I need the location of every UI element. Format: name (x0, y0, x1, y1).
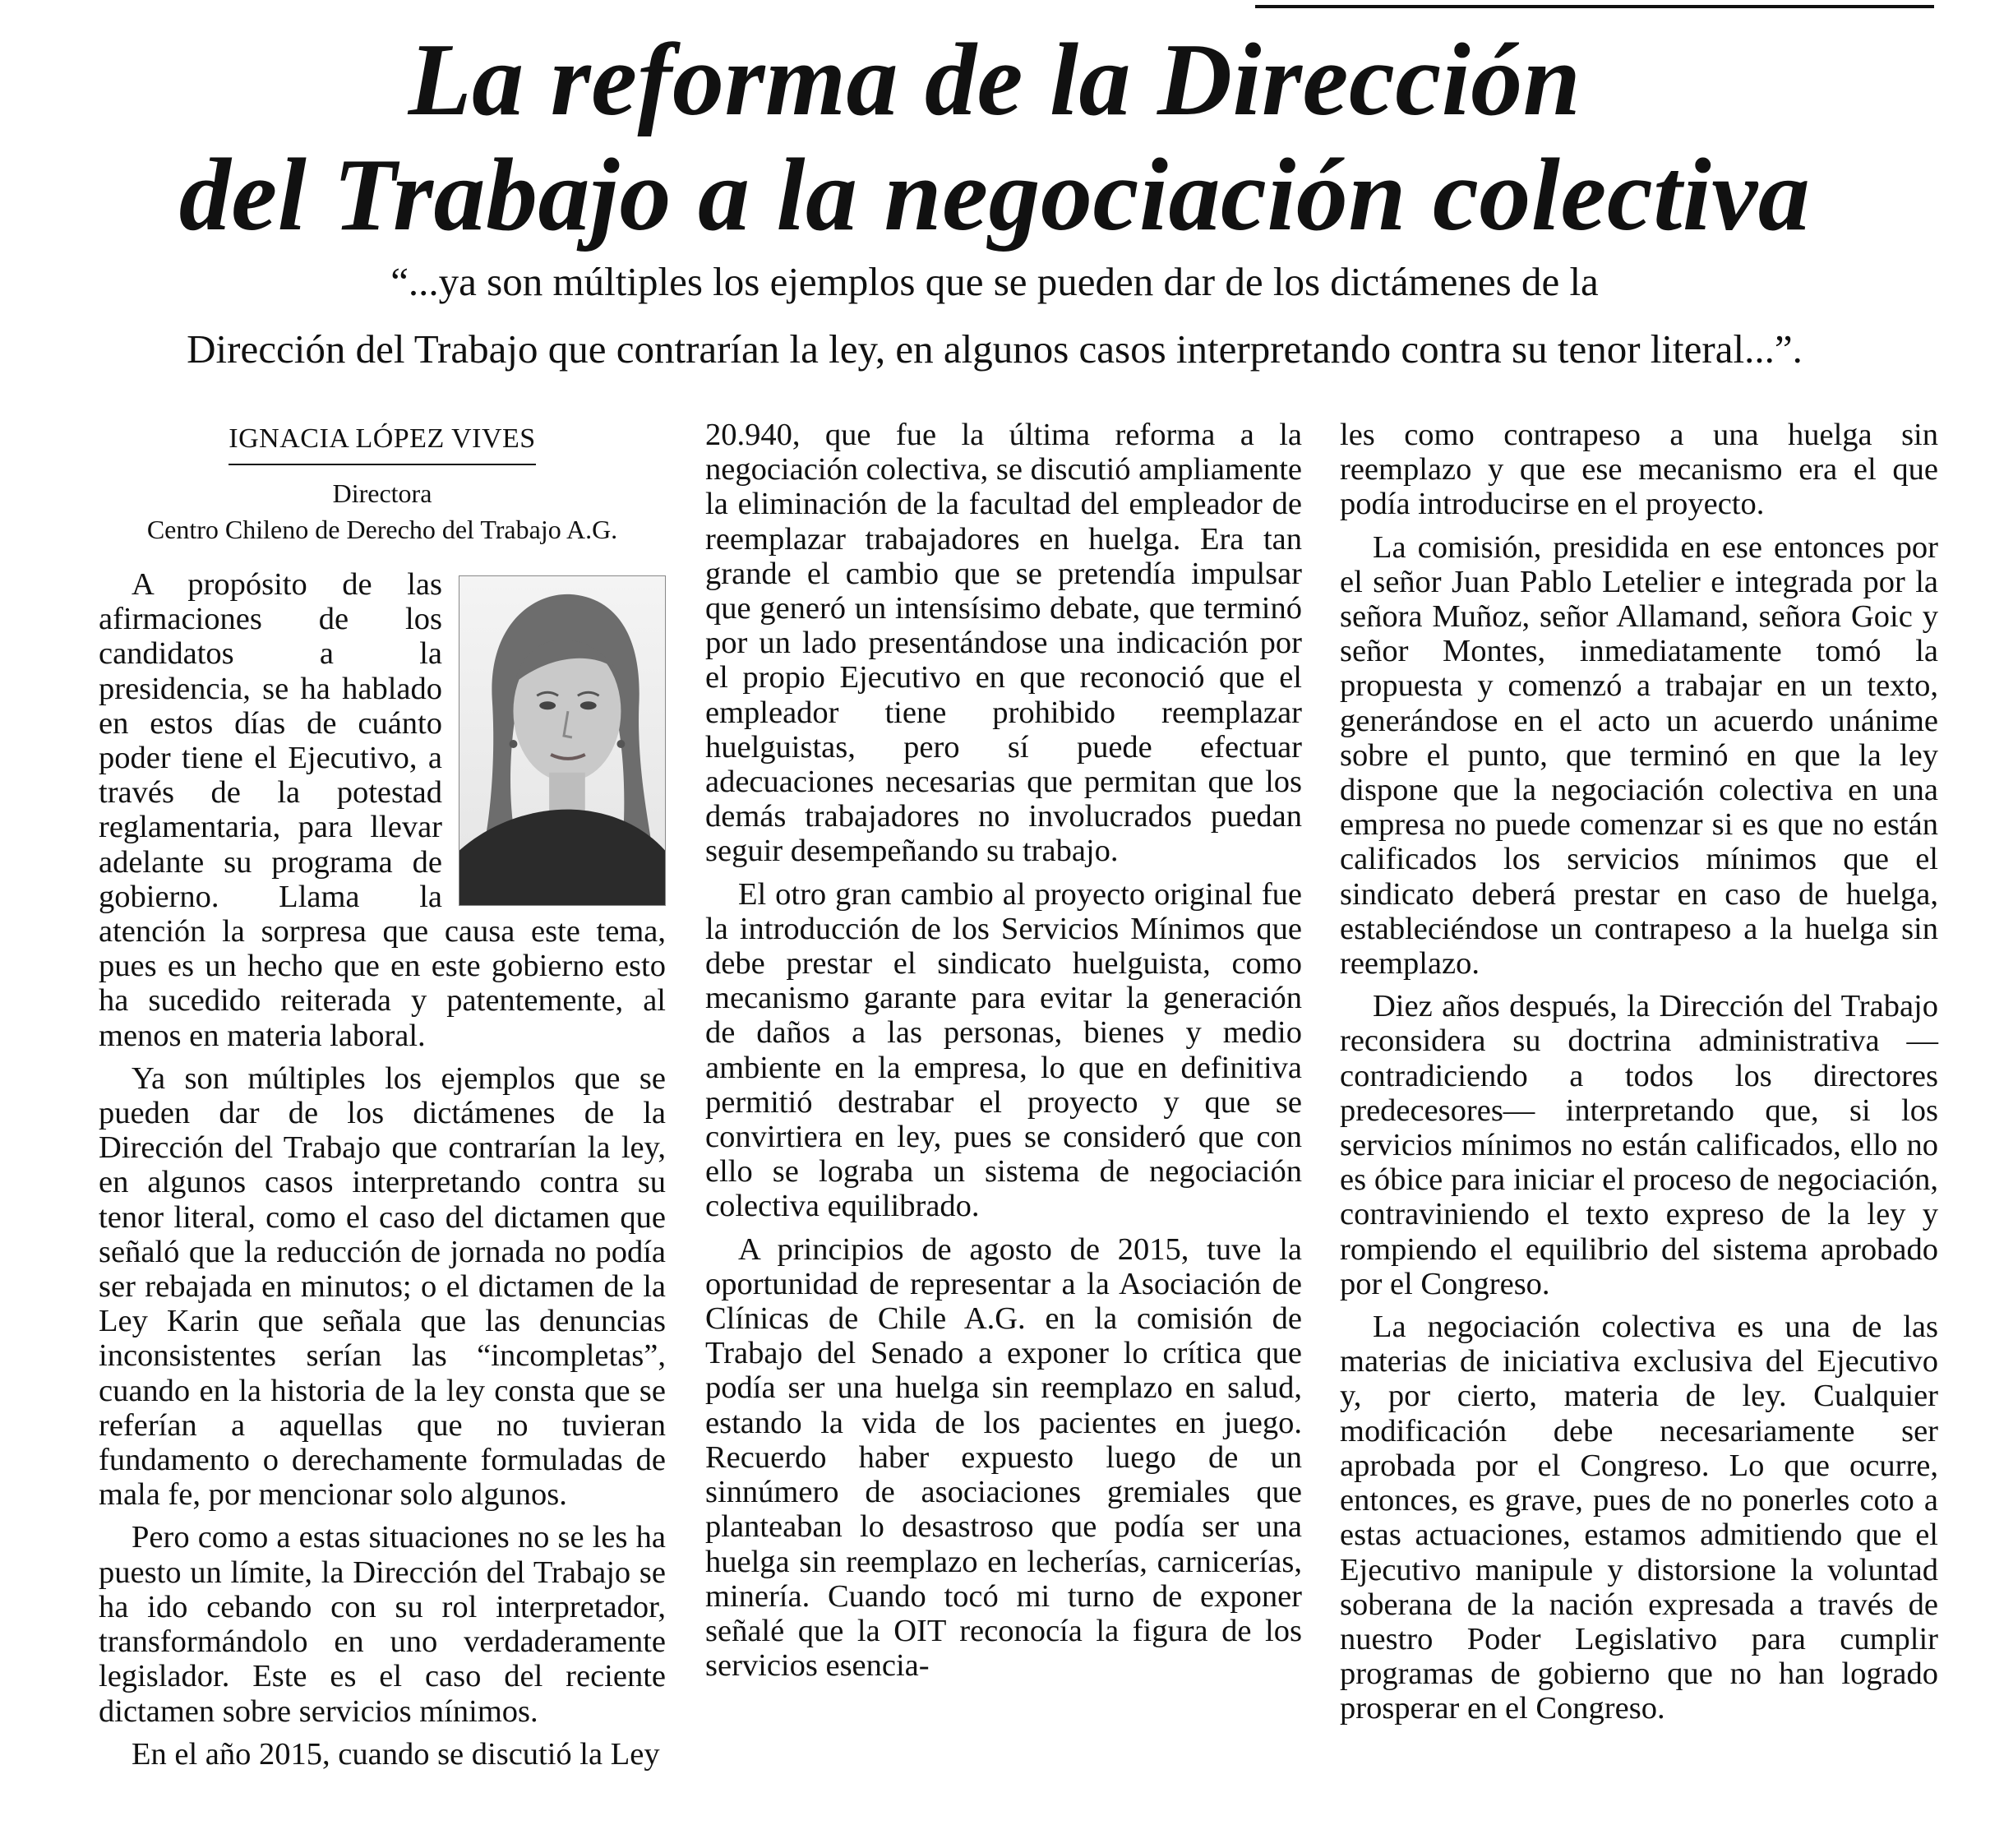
column-1-paragraph-1 (99, 567, 666, 1053)
column-1-paragraph-1-text: A propósito de las afirmaciones de los candidatos a la presidencia, se ha hablado en estos días de cuánto poder tiene el Ejecutivo, a través de la potestad reglamentaria, para llevar adelante su programa de gobierno. Llama la atención la sorpresa que causa este tema, pues es un hecho que en este gobierno esto ha sucedido reiterada y patentemente, al menos en materia laboral. (99, 567, 666, 1053)
author-role: Directora (332, 478, 432, 508)
author-portrait-icon (459, 575, 666, 906)
headline (66, 23, 1923, 253)
column-3-paragraph-3: Diez años después, la Dirección del Trabajo reconsidera su doctrina administrativa —contradiciendo a todos los directores predecesores— interpretando que, si los servicios mínimos no están calificados, ello no es óbice para iniciar el proceso de negociación, contraviniendo el texto expreso de la ley y rompiendo el equilibrio del sistema aprobado por el Congreso. (1340, 989, 1938, 1301)
author-organization: Centro Chileno de Derecho del Trabajo A.G. (146, 515, 618, 544)
article-column-2 (705, 418, 1302, 1815)
headline-line-2: del Trabajo a la negociación colectiva (178, 138, 1811, 252)
byline (99, 419, 666, 547)
column-3-paragraph-1: les como contrapeso a una huelga sin reemplazo y que ese mecanismo era el que podía introducirse en el proyecto. (1340, 418, 1938, 522)
deck-line-1: “...ya son múltiples los ejemplos que se pueden dar de los dictámenes de la (390, 259, 1599, 304)
deck-line-2: Dirección del Trabajo que contrarían la ley, en algunos casos interpretando contra su tenor literal...”. (187, 326, 1803, 372)
pull-quote-deck (49, 248, 1940, 383)
column-2-paragraph-3: A principios de agosto de 2015, tuve la oportunidad de representar a la Asociación de Clínicas de Chile A.G. en la comisión de Trabajo del Senado a exponer lo crítica que podía ser una huelga sin reemplazo en salud, estando la vida de los pacientes en juego. Recuerdo haber expuesto luego de un sinnúmero de asociaciones gremiales que planteaban lo desastroso que podía ser una huelga sin reemplazo en lecherías, carnicerías, minería. Cuando tocó mi turno de exponer señalé que la OIT reconocía la figura de los servicios esencia- (705, 1231, 1302, 1684)
column-1-paragraph-2: Ya son múltiples los ejemplos que se pueden dar de los dictámenes de la Dirección del Trabajo que contrarían la ley, en algunos casos interpretando contra su tenor literal, como el caso del dictamen que señaló que la reducción de jornada no podía ser rebajada en minutos; o el dictamen de la Ley Karin que señala que las denuncias inconsistentes serían las “incompletas”, cuando en la historia de la ley consta que se referían a aquellas que no tuvieran fundamento o derechamente formuladas de mala fe, por mencionar solo algunos. (99, 1060, 666, 1513)
top-rule (1255, 5, 1934, 8)
column-2-paragraph-1: 20.940, que fue la última reforma a la negociación colectiva, se discutió ampliamente la eliminación de la facultad del empleador de reemplazar trabajadores en huelga. Era tan grande el cambio que se pretendía impulsar que generó un intensísimo debate, que terminó por un lado presentándose una indicación por el propio Ejecutivo en que reconoció que el empleador tiene prohibido reemplazar huelguistas, pero sí puede efectuar adecuaciones necesarias que permitan que los demás trabajadores no involucrados puedan seguir desempeñando su trabajo. (705, 418, 1302, 869)
column-1-paragraph-3: Pero como a estas situaciones no se les ha puesto un límite, la Dirección del Trabajo se ha ido cebando con su rol interpretador, transformándolo en uno verdaderamente legislador. Este es el caso del reciente dictamen sobre servicios mínimos. (99, 1520, 666, 1729)
article-column-1 (99, 567, 666, 1817)
column-1-paragraph-4: En el año 2015, cuando se discutió la Ley (132, 1736, 660, 1772)
article-column-3 (1340, 418, 1938, 1815)
headline-line-1: La reforma de la Dirección (408, 23, 1581, 137)
column-2-paragraph-2: El otro gran cambio al proyecto original fue la introducción de los Servicios Mínimos que debe prestar el sindicato huelguista, como mecanismo garante para evitar la generación de daños a las personas, bienes y medio ambiente en la empresa, lo que en definitiva permitió destrabar el proyecto y que se convirtiera en ley, pues se consideró que con ello se lograba un sistema de negociación colectiva equilibrado. (705, 876, 1302, 1224)
author-name: IGNACIA LÓPEZ VIVES (229, 419, 535, 465)
column-3-paragraph-2: La comisión, presidida en ese entonces por el señor Juan Pablo Letelier e integrada por la señora Muñoz, señor Allamand, señora Goic y señor Montes, inmediatamente tomó la propuesta y comenzó a trabajar en un texto, generándose en el acto un acuerdo unánime sobre el punto, que terminó en que la ley dispone que la negociación colectiva en una empresa no puede comenzar si es que no están calificados los servicios mínimos que el sindicato deberá prestar en caso de huelga, estableciéndose un contrapeso a la huelga sin reemplazo. (1340, 529, 1938, 982)
portrait-illustration-icon (459, 576, 665, 905)
column-3-paragraph-4: La negociación colectiva es una de las materias de iniciativa exclusiva del Ejecutivo y, por cierto, materia de ley. Cualquier modificación debe necesariamente ser aprobada por el Congreso. Lo que ocurre, entonces, es grave, pues de no ponerles coto a estas actuaciones, estamos admitiendo que el Ejecutivo manipule y distorsione la voluntad soberana de la nación expresada a través de nuestro Poder Legislativo para cumplir programas de gobierno que no han logrado prosperar en el Congreso. (1340, 1310, 1938, 1726)
